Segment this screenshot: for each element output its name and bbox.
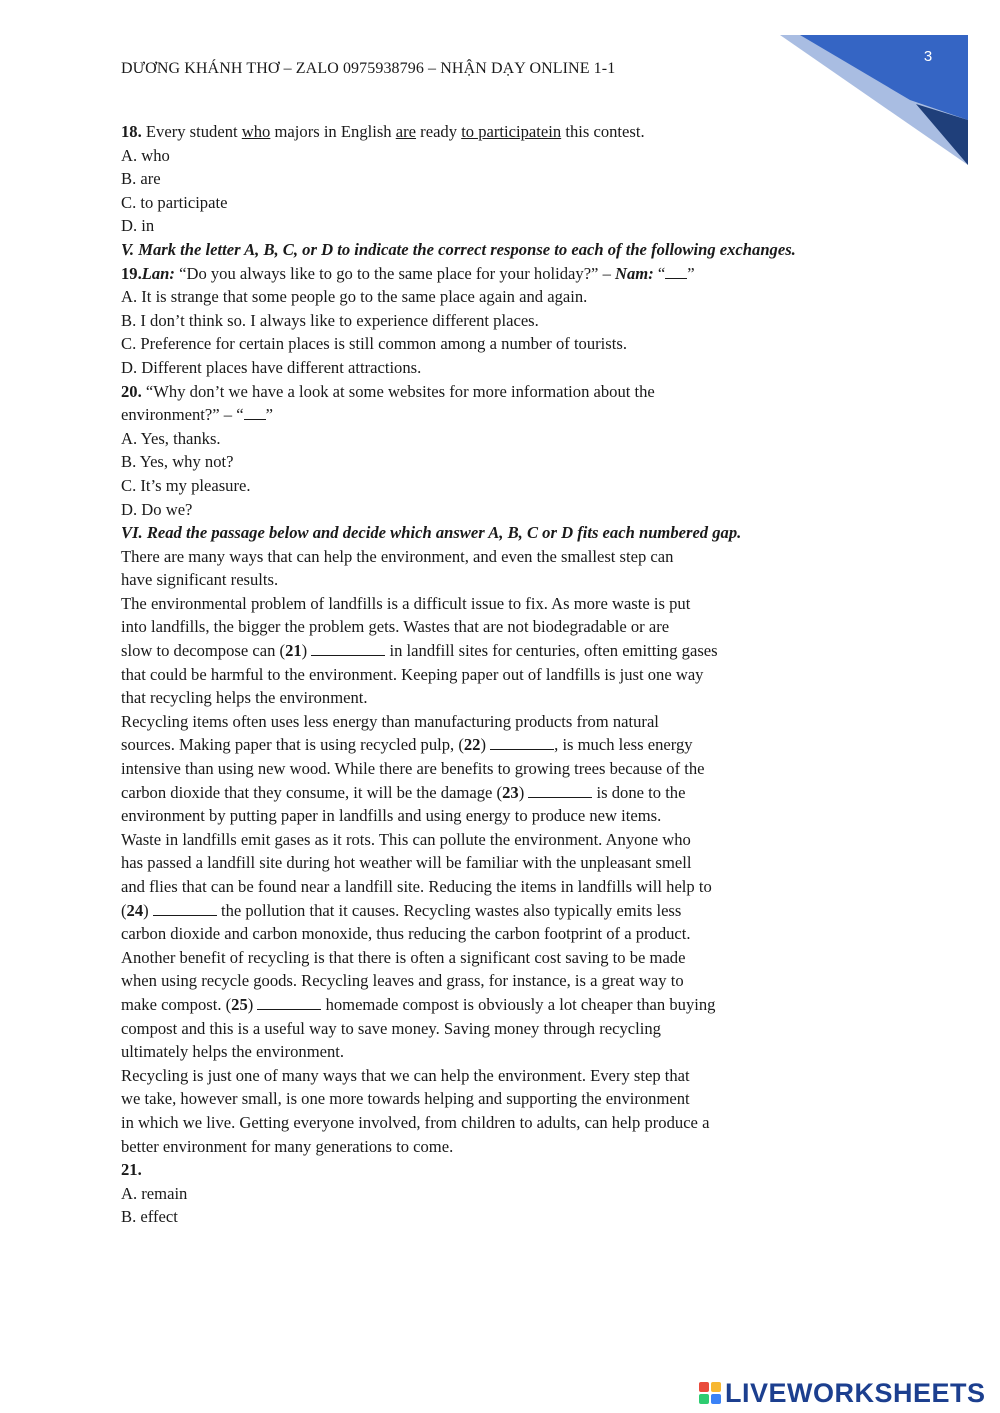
gap-number: 25 [231,994,248,1014]
gap-22-blank[interactable] [490,735,554,750]
passage-line: Recycling items often uses less energy than manufacturing products from natural [121,711,659,731]
passage-line [121,733,891,757]
passage-line: compost and this is a useful way to save money. Saving money through recycling [121,1018,661,1038]
logo-square-icon [699,1382,709,1392]
logo-square-icon [699,1394,709,1404]
passage-text: make compost. ( [121,994,232,1014]
passage-line [121,639,891,663]
reply-close: ” [687,263,695,283]
passage-line [121,899,891,923]
reply-open: “ [657,263,666,283]
answer-option[interactable]: A. It is strange that some people go to the same place again and again. [121,287,588,307]
passage-line [121,781,891,805]
question-18 [121,120,891,144]
gap-25-blank[interactable] [257,995,321,1010]
question-text: “Do you always like to go to the same place for your holiday?” – [179,263,611,283]
passage-line: that recycling helps the environment. [121,688,368,708]
question-text: majors in English [274,122,392,141]
passage-line: better environment for many generations to come. [121,1136,454,1156]
page-header: DƯƠNG KHÁNH THƠ – ZALO 0975938796 – NHẬN DẠY ONLINE 1-1 [121,60,616,77]
passage-text: in landfill sites for centuries, often emitting gases [385,641,718,661]
passage-text: homemade compost is obviously a lot cheaper than buying [321,994,716,1014]
page-number: 3 [923,48,933,65]
passage-line [121,993,891,1017]
liveworksheets-logo [699,1378,986,1408]
gap-number: 23 [502,782,519,802]
passage-text: slow to decompose can ( [121,641,286,661]
passage-line: There are many ways that can help the environment, and even the smallest step can [121,546,674,566]
gap-number: 24 [126,900,144,920]
question-19 [121,262,891,286]
passage-text: sources. Making paper that is using recycled pulp, ( [121,735,464,755]
passage-text: ) [480,735,491,755]
answer-option[interactable]: D. Different places have different attractions. [121,357,422,377]
question-text: environment?” – “ [121,405,244,425]
question-text: this contest. [565,122,645,141]
passage-text: is done to the [592,782,686,802]
question-number: 18. [121,122,142,141]
passage-line: into landfills, the bigger the problem gets. Wastes that are not biodegradable or are [121,617,670,637]
answer-blank[interactable] [665,264,687,279]
corner-triangle-blue [800,35,968,120]
question-20-continued [121,403,891,427]
gap-24-blank[interactable] [153,901,217,916]
question-text: Every student [145,122,238,141]
passage-text: , is much less energy [554,735,693,755]
logo-square-icon [711,1382,721,1392]
underlined-option: who [241,122,271,141]
passage-line: when using recycle goods. Recycling leaves and grass, for instance, is a great way to [121,971,684,991]
answer-option[interactable]: A. remain [121,1183,188,1203]
gap-21-blank[interactable] [311,641,385,656]
answer-option[interactable]: C. It’s my pleasure. [121,475,251,495]
underlined-option: are [395,122,417,141]
answer-option[interactable]: D. in [121,216,155,236]
answer-option[interactable]: B. Yes, why not? [121,452,234,472]
passage-text: the pollution that it causes. Recycling wastes also typically emits less [216,900,682,920]
passage-line: Waste in landfills emit gases as it rots. This can pollute the environment. Anyone who [121,829,691,849]
answer-option[interactable]: C. to participate [121,192,228,212]
section-heading-vi: VI. Read the passage below and decide which answer A, B, C or D fits each numbered gap. [121,523,742,543]
question-20 [121,380,891,404]
passage-text: ( [121,900,127,920]
answer-blank[interactable] [244,405,266,420]
passage-line: The environmental problem of landfills is a difficult issue to fix. As more waste is put [121,593,691,613]
answer-option[interactable]: A. who [121,145,170,165]
passage-line: Another benefit of recycling is that there is often a significant cost saving to be made [121,947,686,967]
passage-line: have significant results. [121,570,279,590]
answer-option[interactable]: A. Yes, thanks. [121,428,221,448]
question-number: 19. [121,263,142,283]
passage-line: has passed a landfill site during hot weather will be familiar with the unpleasant smell [121,853,692,873]
speaker-name: Lan: [141,263,175,283]
passage-text: ) [301,641,312,661]
passage-line: that could be harmful to the environment. Keeping paper out of landfills is just one way [121,664,704,684]
answer-option[interactable]: B. effect [121,1207,178,1227]
answer-option[interactable]: C. Preference for certain places is still common among a number of tourists. [121,334,627,354]
section-heading-v: V. Mark the letter A, B, C, or D to indicate the correct response to each of the following exchanges. [121,239,796,259]
passage-text: ) [518,782,529,802]
underlined-option: to participatein [461,122,562,141]
worksheet-content [121,120,891,1229]
answer-option[interactable]: B. I don’t think so. I always like to experience different places. [121,310,539,330]
passage-line: intensive than using new wood. While there are benefits to growing trees because of the [121,759,705,779]
logo-grid-icon [699,1382,721,1404]
answer-option[interactable]: B. are [121,169,161,189]
speaker-name: Nam: [615,263,654,283]
question-text: ready [420,122,458,141]
passage-line: carbon dioxide and carbon monoxide, thus reducing the carbon footprint of a product. [121,924,691,944]
passage-line: and flies that can be found near a landfill site. Reducing the items in landfills will help to [121,877,712,896]
passage-line: ultimately helps the environment. [121,1042,345,1062]
gap-number: 21 [285,641,302,661]
passage-line: we take, however small, is one more towards helping and supporting the environment [121,1089,690,1109]
gap-23-blank[interactable] [528,783,592,798]
logo-text: LIVEWORKSHEETS [725,1377,986,1408]
gap-number: 22 [463,735,481,755]
passage-text: ) [143,900,153,920]
question-21-number: 21. [121,1160,142,1180]
passage-line: in which we live. Getting everyone involved, from children to adults, can help produce a [121,1112,710,1132]
answer-option[interactable]: D. Do we? [121,499,193,519]
question-number: 20. [121,381,142,401]
passage-text: ) [247,994,258,1014]
logo-square-icon [711,1394,721,1404]
question-text: “Why don’t we have a look at some websites for more information about the [145,381,655,401]
passage-line: Recycling is just one of many ways that we can help the environment. Every step that [121,1065,690,1085]
reply-close: ” [265,405,273,425]
passage-text: carbon dioxide that they consume, it will be the damage ( [121,782,503,802]
passage-line: environment by putting paper in landfills and using energy to produce new items. [121,806,662,826]
